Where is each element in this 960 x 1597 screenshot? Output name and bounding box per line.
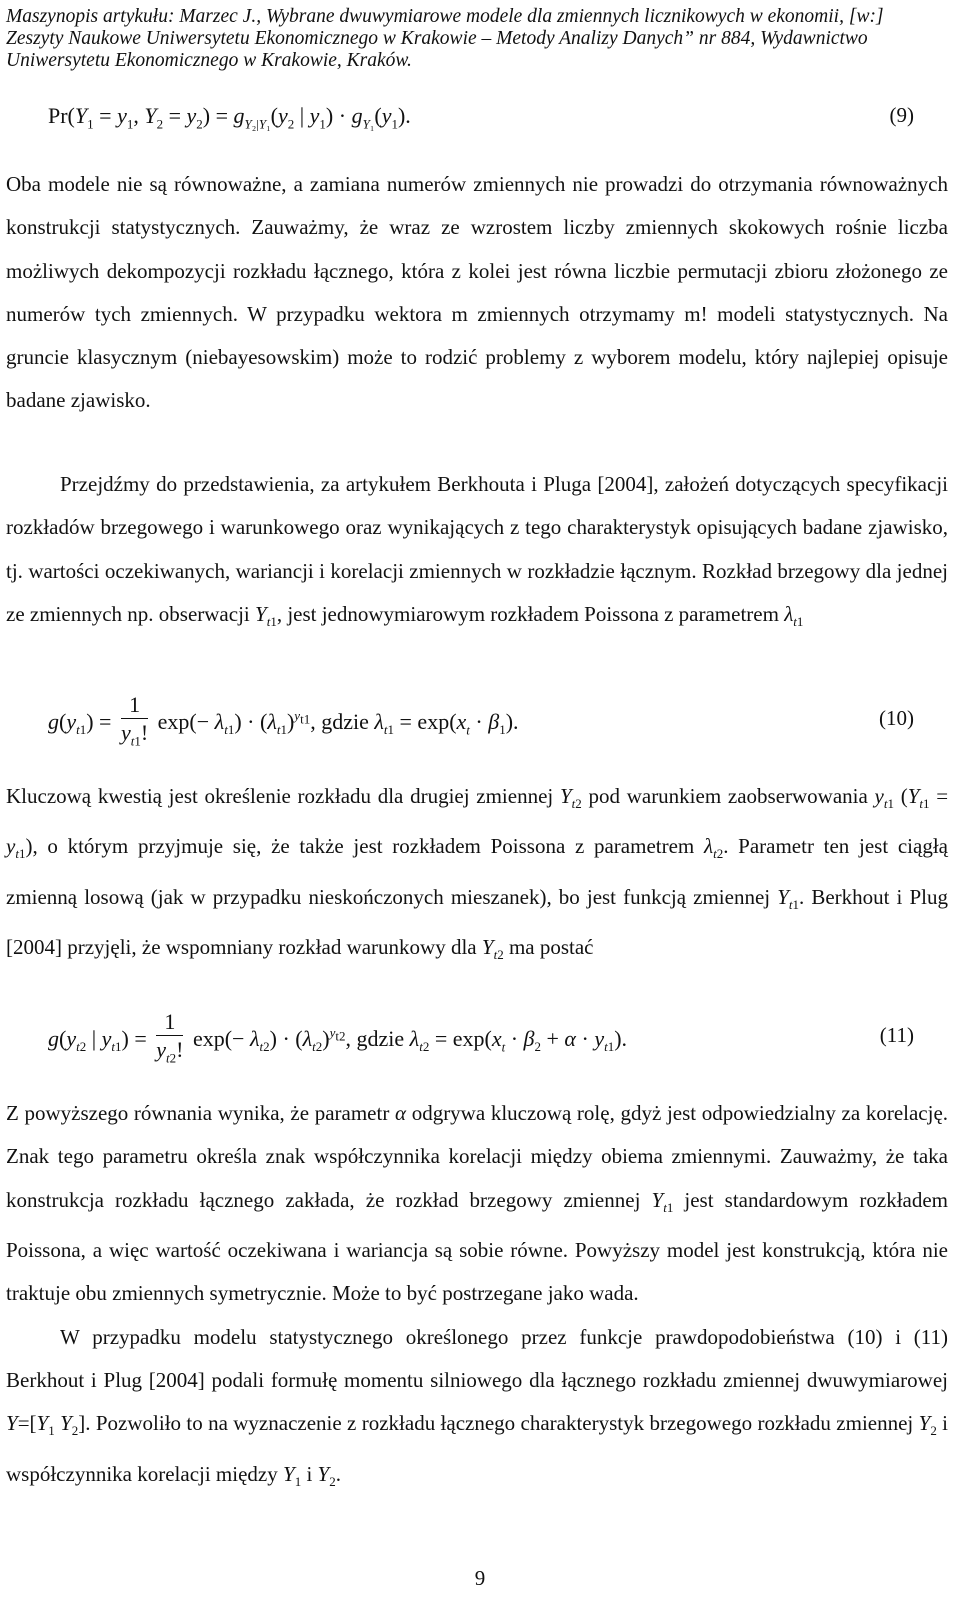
equation-11-gdzie: gdzie	[356, 1025, 405, 1051]
paragraph-3: Kluczową kwestią jest określenie rozkładu dla drugiej zmiennej $Y_{t2}$ pod warunkiem zaobserwowania $y_{t1}$ $(Y_{t1} = y_{t1})$, o którym przyjmuje się, że także jest rozkładem Poissona z parametrem $\lambda_{t2}$. Parametr ten jest ciągłą zmienną losową (jak w przypadku nieskończonych mieszanek), bo jest funkcją zmiennej $Y_{t1}$. Berkhout i Plug [2004] przyjęli, że wspomniany rozkład warunkowy dla $Y_{t2}$ ma postać	[6, 784, 949, 963]
equation-11-formula: $g(y_{t2}$ | $y_{t1}$) = $\frac{1}{y_{t2}!}$ $\exp(- \lambda_{t2}) \cdot (\lambda_{t2})^{y_{t2}}$, gdzie $\lambda_{t2} = \exp(x_t \cdot \beta_2 + \alpha \cdot y_{t1})$.	[48, 1009, 628, 1066]
paragraph-3-text-d: . Parametr ten jest ciągłą zmienną losową (jak w przypadku nieskończonych mieszanek), bo jest funkcją zmiennej	[6, 834, 948, 909]
paragraph-3-text-e: . Berkhout i Plug [2004] przyjęli, że wspomniany rozkład warunkowy dla	[6, 884, 948, 960]
equation-9-number: (9)	[889, 103, 914, 127]
equation-10	[0, 688, 960, 758]
paragraph-5-text-d: i	[306, 1461, 313, 1486]
paragraph-5-text-b: . Pozwoliło to na wyznaczenie z rozkładu łącznego charakterystyk brzegowego rozkładu zmiennej	[85, 1411, 914, 1436]
paragraph-2-text-b: , jest jednowymiarowym rozkładem Poissona z parametrem	[276, 601, 779, 626]
page-number: 9	[474, 1566, 486, 1590]
body-text	[6, 163, 948, 679]
paragraph-4-text-b: odgrywa kluczową rolę, gdyż jest odpowiedzialny za korelację. Znak tego parametru określa znak współczynnika korelacji między obiema zmiennymi. Zauważmy, że taka konstrukcja rozkładu łącznego zakłada, że rozkład brzegowy zmiennej	[6, 1101, 949, 1212]
paragraph-4: Z powyższego równania wynika, że parametr α odgrywa kluczową rolę, gdyż jest odpowiedzialny za korelację. Znak tego parametru określa znak współczynnika korelacji między obiema zmiennymi. Zauważmy, że taka konstrukcja rozkładu łącznego zakłada, że rozkład brzegowy zmiennej $Y_{t1}$ jest standardowym rozkładem Poissona, a więc wartość oczekiwana i wariancja są sobie równe. Powyższy model jest konstrukcją, która nie traktuje obu zmiennych symetrycznie. Może to być postrzegane jako wada.	[6, 1101, 949, 1306]
paragraph-3-text-c: ), o którym przyjmuje się, że także jest rozkładem Poissona z parametrem	[25, 834, 695, 859]
equation-9	[0, 103, 960, 163]
paragraph-3-text-a: Kluczową kwestią jest określenie rozkładu dla drugiej zmiennej	[6, 784, 554, 808]
equation-10-gdzie: gdzie	[321, 708, 369, 734]
paragraph-3-text-f: ma postać	[508, 935, 594, 960]
paragraph-2-text-a: Przejdźmy do przedstawienia, za artykułem Berkhouta i Pluga [2004], założeń dotyczących specyfikacji rozkładów brzegowego i warunkowego oraz wynikających z tego charakterystyk opisujących badane zjawisko, tj. wartości oczekiwanych, wariancji i korelacji zmiennych w rozkładzie łącznym. Rozkład brzegowy dla jednej ze zmiennych np. obserwacji	[6, 472, 948, 626]
paragraph-5-text-c: i współczynnika korelacji między	[6, 1411, 949, 1486]
paragraph-2: Przejdźmy do przedstawienia, za artykułem Berkhouta i Pluga [2004], założeń dotyczących specyfikacji rozkładów brzegowego i warunkowego oraz wynikających z tego charakterystyk opisujących badane zjawisko, tj. wartości oczekiwanych, wariancji i korelacji zmiennych w rozkładzie łącznym. Rozkład brzegowy dla jednej ze zmiennych np. obserwacji $Y_{t1}$, jest jednowymiarowym rozkładem Poissona z parametrem $\lambda_{t1}$	[6, 472, 948, 630]
paragraph-4-text-c: jest standardowym rozkładem Poissona, a więc wartość oczekiwana i wariancja są sobie równe. Powyższy model jest konstrukcją, która nie traktuje obu zmiennych symetrycznie. Może to być postrzegane jako wada.	[6, 1187, 949, 1306]
body-text-3	[6, 1092, 948, 1503]
header-line-2: Zeszyty Naukowe Uniwersytetu Ekonomicznego w Krakowie – Metody Analizy Danych” nr 884, Wydawnictwo	[6, 28, 868, 49]
paragraph-5-text-a: W przypadku modelu statystycznego określonego przez funkcje prawdopodobieństwa (10) i (11) Berkhout i Plug [2004] podali formułę momentu silniowego dla łącznego rozkładu zmiennej dwuwymiarowej	[6, 1324, 948, 1392]
equation-11	[0, 1005, 960, 1075]
paragraph-4-text-a: Z powyższego równania wynika, że parametr	[6, 1101, 390, 1125]
equation-9-formula: $Pr(Y_1 = y_1$, $Y_2 = y_2) = g_{Y_2|Y_1}(y_2$ | $y_1) \cdot g_{Y_1}(y_1)$.	[48, 103, 411, 132]
equation-10-number: (10)	[879, 706, 914, 730]
paragraph-5: W przypadku modelu statystycznego określonego przez funkcje prawdopodobieństwa (10) i (11) Berkhout i Plug [2004] podali formułę momentu silniowego dla łącznego rozkładu zmiennej dwuwymiarowej $Y=[Y_1$ $Y_2$]. Pozwoliło to na wyznaczenie z rozkładu łącznego charakterystyk brzegowego rozkładu zmiennej $Y_2$ i współczynnika korelacji między $Y_1$ i $Y_2$.	[6, 1324, 949, 1489]
equation-10-formula: $g(y_{t1})$ = $\frac{1}{y_{t1}!}$ $\exp(- \lambda_{t1}) \cdot (\lambda_{t1})^{y_{t1}}$, gdzie $\lambda_{t1} = \exp(x_t \cdot \beta_1)$.	[48, 692, 519, 749]
header-line-3: Uniwersytetu Ekonomicznego w Krakowie, Kraków.	[6, 50, 412, 71]
body-text-2	[6, 775, 948, 977]
paragraph-1: Oba modele nie są równoważne, a zamiana numerów zmiennych nie prowadzi do otrzymania równoważnych konstrukcji statystycznych. Zauważmy, że wraz ze wzrostem liczby zmiennych skokowych rośnie liczba możliwych dekompozycji rozkładu łącznego, która z kolei jest równa liczbie permutacji zbioru złożonego ze numerów tych zmiennych. W przypadku wektora m zmiennych otrzymamy m! modeli statystycznych. Na gruncie klasycznym (niebayesowskim) może to rodzić problemy z wyborem modelu, który najlepiej opisuje badane zjawisko.	[6, 172, 948, 413]
equation-11-number: (11)	[879, 1023, 914, 1047]
citation-header	[6, 6, 954, 72]
header-line-1: Maszynopis artykułu: Marzec J., Wybrane dwuwymiarowe modele dla zmiennych licznikowych w ekonomii, [w:]	[6, 6, 884, 27]
paragraph-3-text-b: pod warunkiem zaobserwowania	[588, 784, 868, 808]
